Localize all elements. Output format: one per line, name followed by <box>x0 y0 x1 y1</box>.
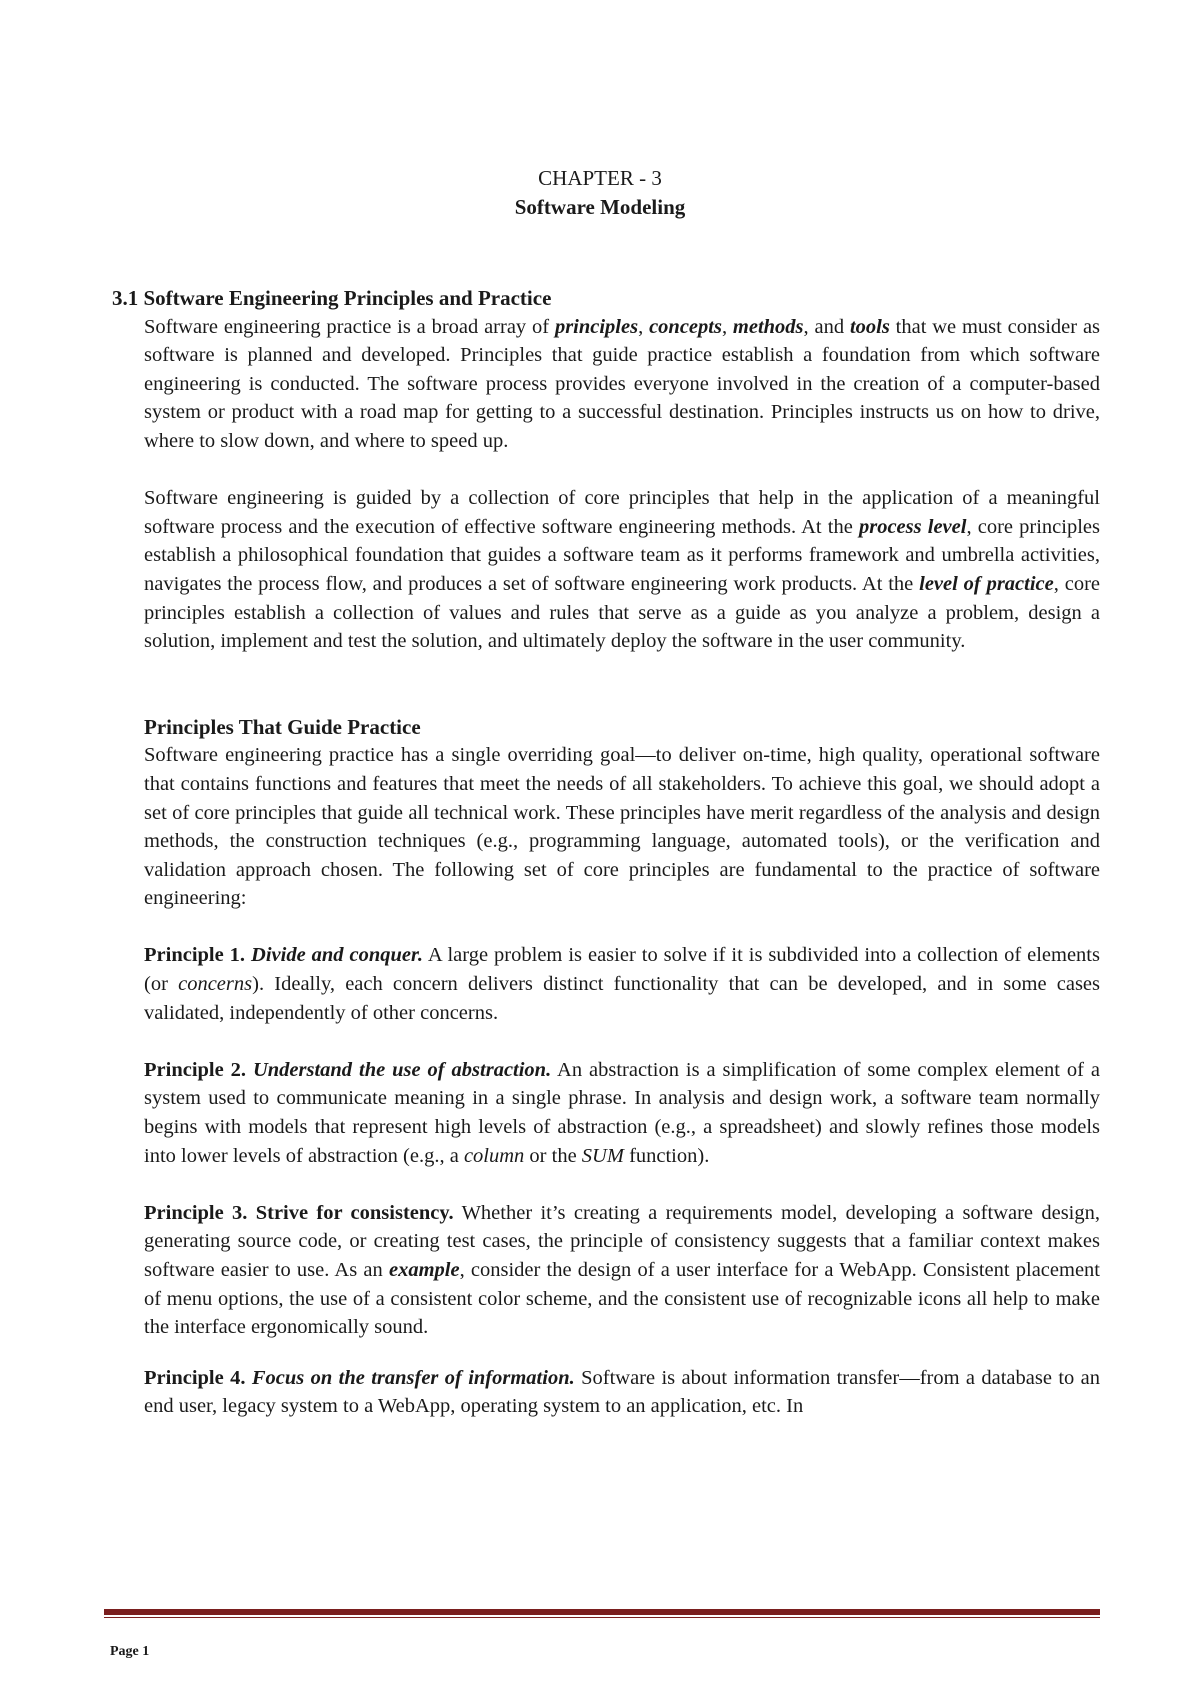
emph-example: example <box>388 1259 460 1281</box>
document-body <box>144 284 1100 1421</box>
chapter-title: Software Modeling <box>514 195 686 219</box>
emph-process-level: process level <box>858 515 967 538</box>
paragraph-3-1-intro: Software engineering practice is a broad array of principles, concepts, methods, and tools that we must consider as software is planned and developed. Principles that guide practice establish a foundation from which software engineering is conducted. The software process provides everyone involved in the creation of a computer-based system or product with a road map for getting to a successful destination. Principles instructs us on how to drive, where to slow down, and where to speed up. <box>144 315 1101 452</box>
page-number: Page 1 <box>110 1644 150 1659</box>
emph-principles: principles <box>554 315 639 338</box>
principle-3: Principle 3. Strive for consistency. Whether it’s creating a requirements model, developing a software design, generating source code, or creating test cases, the principle of consistency suggests that a familiar context makes software easier to use. As an example, consider the design of a user interface for a WebApp. Consistent placement of menu options, the use of a consistent color scheme, and the consistent use of recognizable icons all help to make the interface ergonomically sound. <box>144 1201 1100 1339</box>
principle-2: Principle 2. Understand the use of abstraction. An abstraction is a simplification of some complex element of a system used to communicate meaning in a single phrase. In analysis and design work, a software team normally begins with models that represent high levels of abstraction (e.g., a spreadsheet) and slowly refines those models into lower levels of abstraction (e.g., a column or the SUM function). <box>144 1058 1100 1167</box>
principle-3-title: Principle 3. Strive for consistency. <box>144 1201 454 1224</box>
emph-concepts: concepts <box>649 315 722 338</box>
emph-methods: methods <box>732 315 804 338</box>
emph-tools: tools <box>849 315 890 338</box>
principle-4: Principle 4. Focus on the transfer of information. Software is about information transfer—from a database to an end user, legacy system to a WebApp, operating system to an application, etc. In <box>144 1366 1100 1418</box>
emph-level-of-practice: level of practice <box>919 572 1054 595</box>
principle-1: Principle 1. Divide and conquer. A large problem is easier to solve if it is subdivided into a collection of elements (or concerns). Ideally, each concern delivers distinct functionality that can be developed, and in some cases validated, independently of other concerns. <box>144 944 1100 1024</box>
principle-1-title: Divide and conquer. <box>251 944 423 967</box>
guide-practice-heading: Principles That Guide Practice <box>144 714 421 739</box>
section-heading-3-1: 3.1 Software Engineering Principles and Practice <box>112 286 552 310</box>
principle-2-title: Understand the use of abstraction. <box>252 1058 552 1081</box>
footer-rule-thin <box>104 1617 1100 1618</box>
footer-rule <box>104 1609 1100 1615</box>
principle-4-title: Focus on the transfer of information. <box>251 1366 575 1389</box>
chapter-number: CHAPTER - 3 <box>538 166 662 190</box>
paragraph-3-1-core: Software engineering is guided by a collection of core principles that help in the application of a meaningful software process and the execution of effective software engineering methods. At the process level, core principles establish a philosophical foundation that guides a software team as it performs framework and umbrella activities, navigates the process flow, and produces a set of software engineering work products. At the level of practice, core principles establish a collection of values and rules that serve as a guide as you analyze a problem, design a solution, implement and test the solution, and ultimately deploy the software in the user community. <box>144 487 1100 653</box>
paragraph-guide-practice: Software engineering practice has a single overriding goal—to deliver on-time, high quality, operational software that contains functions and features that meet the needs of all stakeholders. To achieve this goal, we should adopt a set of core principles that guide all technical work. These principles have merit regardless of the analysis and design methods, the construction techniques (e.g., programming language, automated tools), or the verification and validation approach chosen. The following set of core principles are fundamental to the practice of software engineering: <box>144 744 1100 910</box>
